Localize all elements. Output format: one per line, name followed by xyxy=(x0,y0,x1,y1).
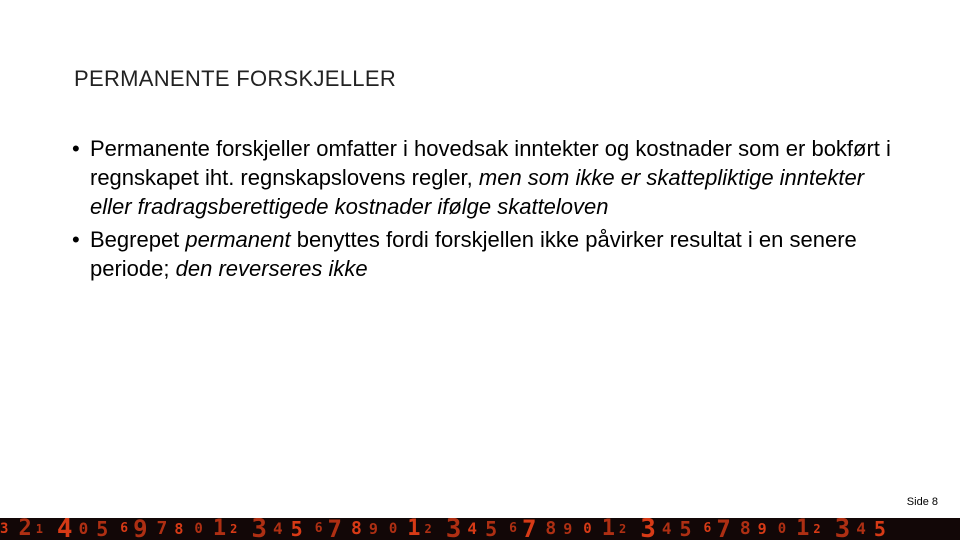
footer-digit: 3 xyxy=(640,518,656,540)
bullet-item-2 xyxy=(72,225,892,283)
footer-digit: 0 xyxy=(194,521,203,537)
footer-digit: 0 xyxy=(78,519,89,538)
bullet-2-text-a: Begrepet xyxy=(90,227,186,252)
footer-digit: 7 xyxy=(716,518,731,540)
footer-digit: 0 xyxy=(583,521,592,537)
footer-digit: 7 xyxy=(156,518,168,539)
bullet-1-emphasis: men som ikke er skattepliktige inntekter eller fradragsberettigede kostnader ifølge skatteloven xyxy=(90,165,865,219)
footer-digit: 9 xyxy=(563,520,573,538)
footer-digit: 6 xyxy=(120,521,129,536)
footer-digit: 9 xyxy=(368,520,378,538)
slide-title: PERMANENTE FORSKJELLER xyxy=(74,66,397,91)
footer-digit: 3 xyxy=(0,521,9,537)
footer-digit: 1 xyxy=(407,518,421,540)
bullet-2-text-b: benyttes fordi forskjellen ikke påvirker resultat i en senere periode; xyxy=(90,227,857,281)
footer-digit: 1 xyxy=(35,522,43,536)
footer-digit: 1 xyxy=(601,518,615,540)
footer-digit: 5 xyxy=(485,518,498,540)
bullet-symbol: • xyxy=(72,227,80,252)
footer-digit: 1 xyxy=(796,518,810,540)
footer-digit: 6 xyxy=(703,521,712,536)
footer-digit: 4 xyxy=(56,518,73,540)
bullet-list xyxy=(72,134,892,287)
footer-digit: 4 xyxy=(856,519,866,538)
footer-decorative-digits xyxy=(0,518,960,540)
footer-digit: 8 xyxy=(174,520,184,538)
footer-digit: 7 xyxy=(521,518,537,540)
footer-digit: 4 xyxy=(661,519,672,538)
footer-digit: 3 xyxy=(251,518,267,540)
footer-digit: 5 xyxy=(873,518,886,540)
footer-digit: 2 xyxy=(230,522,238,536)
footer-digit: 2 xyxy=(813,522,821,536)
footer-digit: 5 xyxy=(679,518,692,540)
footer-digit: 9 xyxy=(757,520,767,538)
footer-digit: 7 xyxy=(327,518,342,540)
bullet-symbol: • xyxy=(72,136,80,161)
bullet-2-emphasis-a: permanent xyxy=(185,227,291,252)
footer-digit: 8 xyxy=(350,518,362,539)
footer-digit: 2 xyxy=(18,518,32,540)
footer-digit: 6 xyxy=(509,521,517,536)
bullet-2-emphasis-b: den reverseres ikke xyxy=(175,256,368,281)
footer-digit: 5 xyxy=(96,518,109,540)
footer-digit: 8 xyxy=(739,518,751,539)
footer-digit: 4 xyxy=(273,519,283,538)
bullet-item-1 xyxy=(72,134,892,221)
footer-digit: 1 xyxy=(212,518,227,540)
footer-digit: 0 xyxy=(777,521,787,537)
footer-digit: 9 xyxy=(133,518,148,540)
footer-digit: 0 xyxy=(388,521,398,537)
footer-digit: 5 xyxy=(290,518,303,540)
footer-digit: 3 xyxy=(834,518,851,540)
bullet-1-text: Permanente forskjeller omfatter i hovedsak inntekter og kostnader som er bokført i regnskapet iht. regnskapslovens regler, xyxy=(90,136,891,190)
slide-number: Side 8 xyxy=(906,496,938,508)
footer-digit: 2 xyxy=(424,522,432,536)
footer-digit: 6 xyxy=(314,521,323,536)
footer-digit: 4 xyxy=(467,519,478,538)
footer-digit: 2 xyxy=(618,522,627,536)
footer-digit: 3 xyxy=(445,518,462,540)
footer-digit: 8 xyxy=(545,518,557,539)
